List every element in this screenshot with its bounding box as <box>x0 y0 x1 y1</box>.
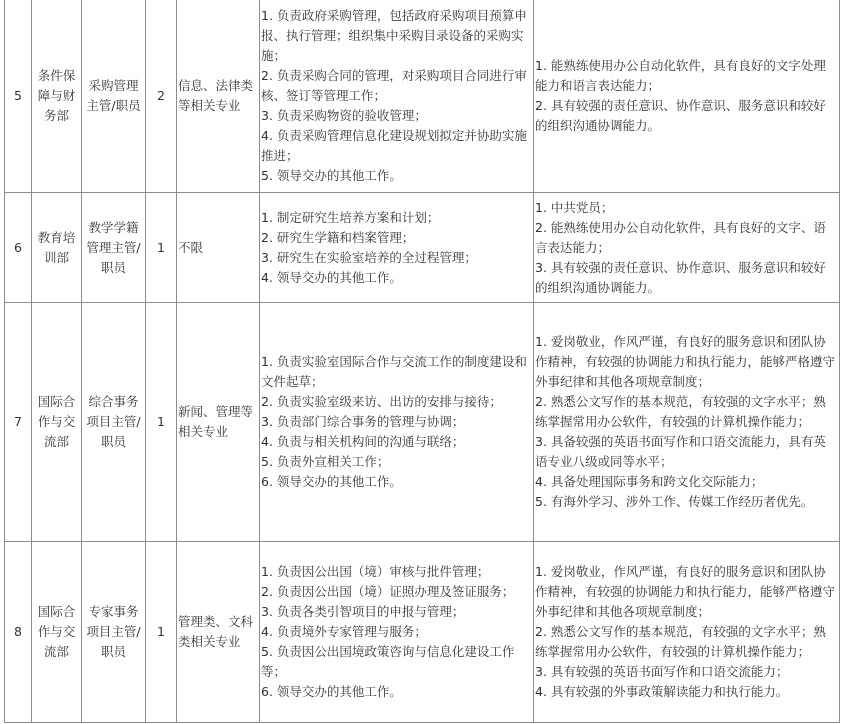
duty-line: 2. 负责采购合同的管理，对采购项目合同进行审核、签订等管理工作； <box>261 68 527 103</box>
position-cell: 综合事务项目主管/职员 <box>82 303 146 542</box>
duties-cell <box>260 303 534 542</box>
requirement-line: 2. 熟悉公文写作的基本规范，有较强的文字水平；熟练掌握常用办公软件，有较强的计算机操作能力； <box>535 624 826 659</box>
requirement-line: 1. 爱岗敬业，作风严谨，有良好的服务意识和团队协作精神，有较强的协调能力和执行能力，能够严格遵守外事纪律和其他各项规章制度； <box>535 334 836 389</box>
major-cell: 不限 <box>177 193 260 303</box>
requirement-line: 2. 具有较强的责任意识、协作意识、服务意识和较好的组织沟通协调能力。 <box>535 98 826 133</box>
department-cell: 教育培训部 <box>32 193 82 303</box>
duty-line: 4. 负责境外专家管理与服务； <box>261 624 427 639</box>
table-body <box>5 0 840 723</box>
requirements-cell <box>534 303 840 542</box>
duty-line: 2. 研究生学籍和档案管理； <box>261 229 415 245</box>
duty-line: 3. 负责部门综合事务的管理与协调； <box>261 414 465 429</box>
table-row <box>5 0 840 193</box>
row-index: 8 <box>5 542 32 723</box>
major-cell: 管理类、文科类相关专业 <box>177 542 260 723</box>
requirements-cell <box>534 193 840 303</box>
requirements-cell <box>534 542 840 723</box>
duty-line: 3. 研究生在实验室培养的全过程管理； <box>261 249 477 265</box>
table-row <box>5 303 840 542</box>
requirement-line: 4. 具有较强的外事政策解读能力和执行能力。 <box>535 684 789 699</box>
major-cell: 新闻、管理等相关专业 <box>177 303 260 542</box>
headcount-cell: 1 <box>146 193 177 303</box>
headcount-cell: 2 <box>146 0 177 193</box>
duties-cell <box>260 0 534 193</box>
duty-line: 4. 领导交办的其他工作。 <box>261 269 402 285</box>
headcount-cell: 1 <box>146 303 177 542</box>
requirements-cell <box>534 0 840 193</box>
requirement-line: 5. 有海外学习、涉外工作、传媒工作经历者优先。 <box>535 494 814 509</box>
requirement-line: 1. 能熟练使用办公自动化软件，具有良好的文字处理能力和语言表达能力； <box>535 58 826 93</box>
position-cell: 教学学籍管理主管/职员 <box>82 193 146 303</box>
headcount-cell: 1 <box>146 542 177 723</box>
department-cell: 条件保障与财务部 <box>32 0 82 193</box>
duties-cell <box>260 542 534 723</box>
requirement-line: 1. 爱岗敬业，作风严谨，有良好的服务意识和团队协作精神，有较强的协调能力和执行能力，能够严格遵守外事纪律和其他各项规章制度； <box>535 564 836 619</box>
row-index: 6 <box>5 193 32 303</box>
duty-line: 5. 负责外宣相关工作； <box>261 454 390 469</box>
table-row <box>5 193 840 303</box>
duty-line: 3. 负责各类引智项目的申报与管理； <box>261 604 465 619</box>
duty-line: 4. 负责采购管理信息化建设规划拟定并协助实施推进； <box>261 128 527 163</box>
position-cell: 采购管理主管/职员 <box>82 0 146 193</box>
duty-line: 3. 负责采购物资的验收管理； <box>261 108 427 123</box>
requirement-line: 2. 熟悉公文写作的基本规范，有较强的文字水平；熟练掌握常用办公软件，有较强的计算机操作能力； <box>535 394 826 429</box>
requirement-line: 2. 能熟练使用办公自动化软件，具有良好的文字、语言表达能力； <box>535 219 826 255</box>
duty-line: 2. 负责实验室级来访、出访的安排与接待； <box>261 394 502 409</box>
duty-line: 1. 制定研究生培养方案和计划； <box>261 209 440 225</box>
duty-line: 1. 负责实验室国际合作与交流工作的制度建设和文件起草； <box>261 354 527 389</box>
major-cell: 信息、法律类等相关专业 <box>177 0 260 193</box>
duty-line: 6. 领导交办的其他工作。 <box>261 684 402 699</box>
duty-line: 5. 领导交办的其他工作。 <box>261 168 402 183</box>
department-cell: 国际合作与交流部 <box>32 303 82 542</box>
job-table <box>4 0 840 723</box>
duties-cell <box>260 193 534 303</box>
requirement-line: 1. 中共党员； <box>535 199 614 215</box>
row-index: 5 <box>5 0 32 193</box>
requirement-line: 4. 具备处理国际事务和跨文化交际能力； <box>535 474 764 489</box>
duty-line: 2. 负责因公出国（境）证照办理及签证服务； <box>261 584 515 599</box>
row-index: 7 <box>5 303 32 542</box>
duty-line: 1. 负责因公出国（境）审核与批件管理； <box>261 564 490 579</box>
position-cell: 专家事务项目主管/职员 <box>82 542 146 723</box>
duty-line: 1. 负责政府采购管理，包括政府采购项目预算申报、执行管理；组织集中采购目录设备的采购实施； <box>261 8 527 63</box>
requirement-line: 3. 具有较强的责任意识、协作意识、服务意识和较好的组织沟通协调能力。 <box>535 259 826 295</box>
requirement-line: 3. 具有较强的英语书面写作和口语交流能力； <box>535 664 789 679</box>
requirement-line: 3. 具备较强的英语书面写作和口语交流能力，具有英语专业八级或同等水平； <box>535 434 826 469</box>
table-row <box>5 542 840 723</box>
duty-line: 6. 领导交办的其他工作。 <box>261 474 402 489</box>
department-cell: 国际合作与交流部 <box>32 542 82 723</box>
duty-line: 5. 负责因公出国境政策咨询与信息化建设工作等； <box>261 644 515 679</box>
duty-line: 4. 负责与相关机构间的沟通与联络； <box>261 434 465 449</box>
